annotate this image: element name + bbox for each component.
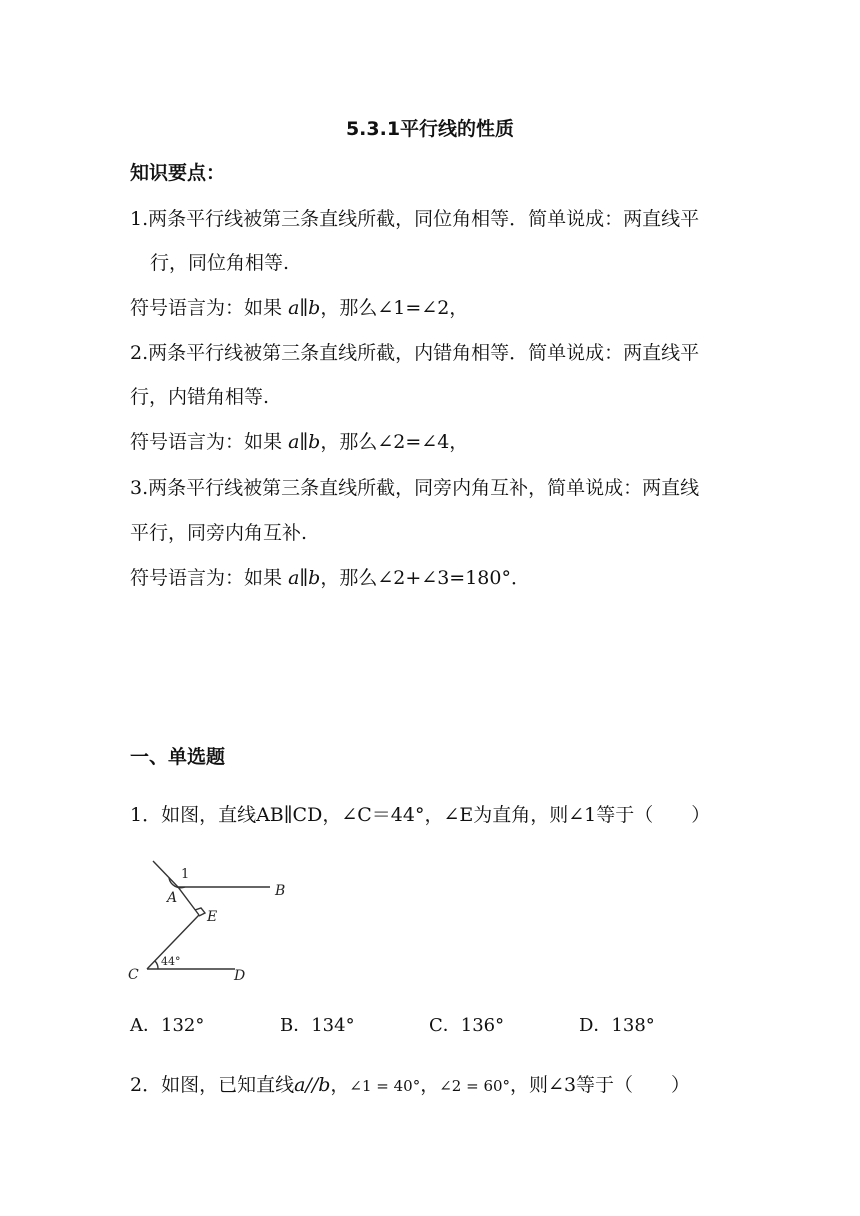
- separator: ，: [330, 1074, 350, 1096]
- symbol-statement-1: [130, 293, 468, 323]
- point-d-label: D: [234, 968, 246, 984]
- symbol-prefix: 符号语言为：如果: [130, 567, 283, 589]
- point-b-label: B: [275, 883, 286, 899]
- symbol-suffix: ，那么∠2+∠3=180°．: [320, 567, 530, 589]
- symbol-suffix: ，那么∠1=∠2，: [320, 297, 469, 319]
- choice-d[interactable]: D．138°: [579, 1015, 655, 1036]
- angle-1-label: 1: [181, 867, 190, 882]
- choice-c[interactable]: C．136°: [429, 1015, 505, 1036]
- separator: ，: [420, 1074, 440, 1096]
- question-1-figure: [125, 852, 295, 986]
- symbol-suffix: ，那么∠2=∠4，: [320, 431, 469, 453]
- point-a-label: A: [167, 890, 178, 906]
- parallel-relation: a∥b: [288, 431, 321, 453]
- symbol-statement-2: [130, 427, 468, 457]
- point-2-line-1: 2.两条平行线被第三条直线所截，内错角相等．简单说成：两直线平: [130, 342, 700, 364]
- point-c-label: C: [128, 967, 139, 983]
- question-1-text: 1．如图，直线AB∥CD，∠C＝44°，∠E为直角，则∠1等于（ ）: [130, 804, 711, 826]
- symbol-prefix: 符号语言为：如果: [130, 297, 283, 319]
- question-2-suffix: ，则∠3等于（ ）: [510, 1074, 691, 1096]
- point-1-line-1: 1.两条平行线被第三条直线所截，同位角相等．简单说成：两直线平: [130, 208, 700, 230]
- point-3-line-1: 3.两条平行线被第三条直线所截，同旁内角互补，简单说成：两直线: [130, 477, 700, 499]
- symbol-prefix: 符号语言为：如果: [130, 431, 283, 453]
- knowledge-heading: 知识要点：: [130, 162, 226, 184]
- question-2-prefix: 2．如图，已知直线: [130, 1074, 295, 1096]
- point-e-label: E: [207, 909, 218, 925]
- choice-b[interactable]: B．134°: [280, 1015, 355, 1036]
- parallel-relation: a∥b: [288, 567, 321, 589]
- question-2-text: [130, 1070, 690, 1101]
- choice-a[interactable]: A．132°: [130, 1015, 205, 1036]
- parallel-relation: a//b: [294, 1074, 331, 1096]
- point-2-line-2: 行，内错角相等.: [130, 386, 270, 408]
- question-1-choices: [130, 1011, 730, 1041]
- point-1-line-2: 行，同位角相等.: [150, 252, 290, 274]
- segment-ae: [178, 887, 199, 915]
- parallel-relation: a∥b: [288, 297, 321, 319]
- angle-c-label: 44°: [161, 955, 181, 968]
- transversal-line: [153, 861, 178, 887]
- page-title: 5.3.1平行线的性质: [345, 118, 515, 140]
- angle-2-value: ∠2 = 60°: [439, 1077, 511, 1095]
- angle-1-value: ∠1 = 40°: [349, 1077, 421, 1095]
- symbol-statement-3: [130, 563, 530, 593]
- point-3-line-2: 平行，同旁内角互补.: [130, 522, 308, 544]
- angle-c-arc: [155, 961, 158, 969]
- section-heading: 一、单选题: [130, 746, 226, 768]
